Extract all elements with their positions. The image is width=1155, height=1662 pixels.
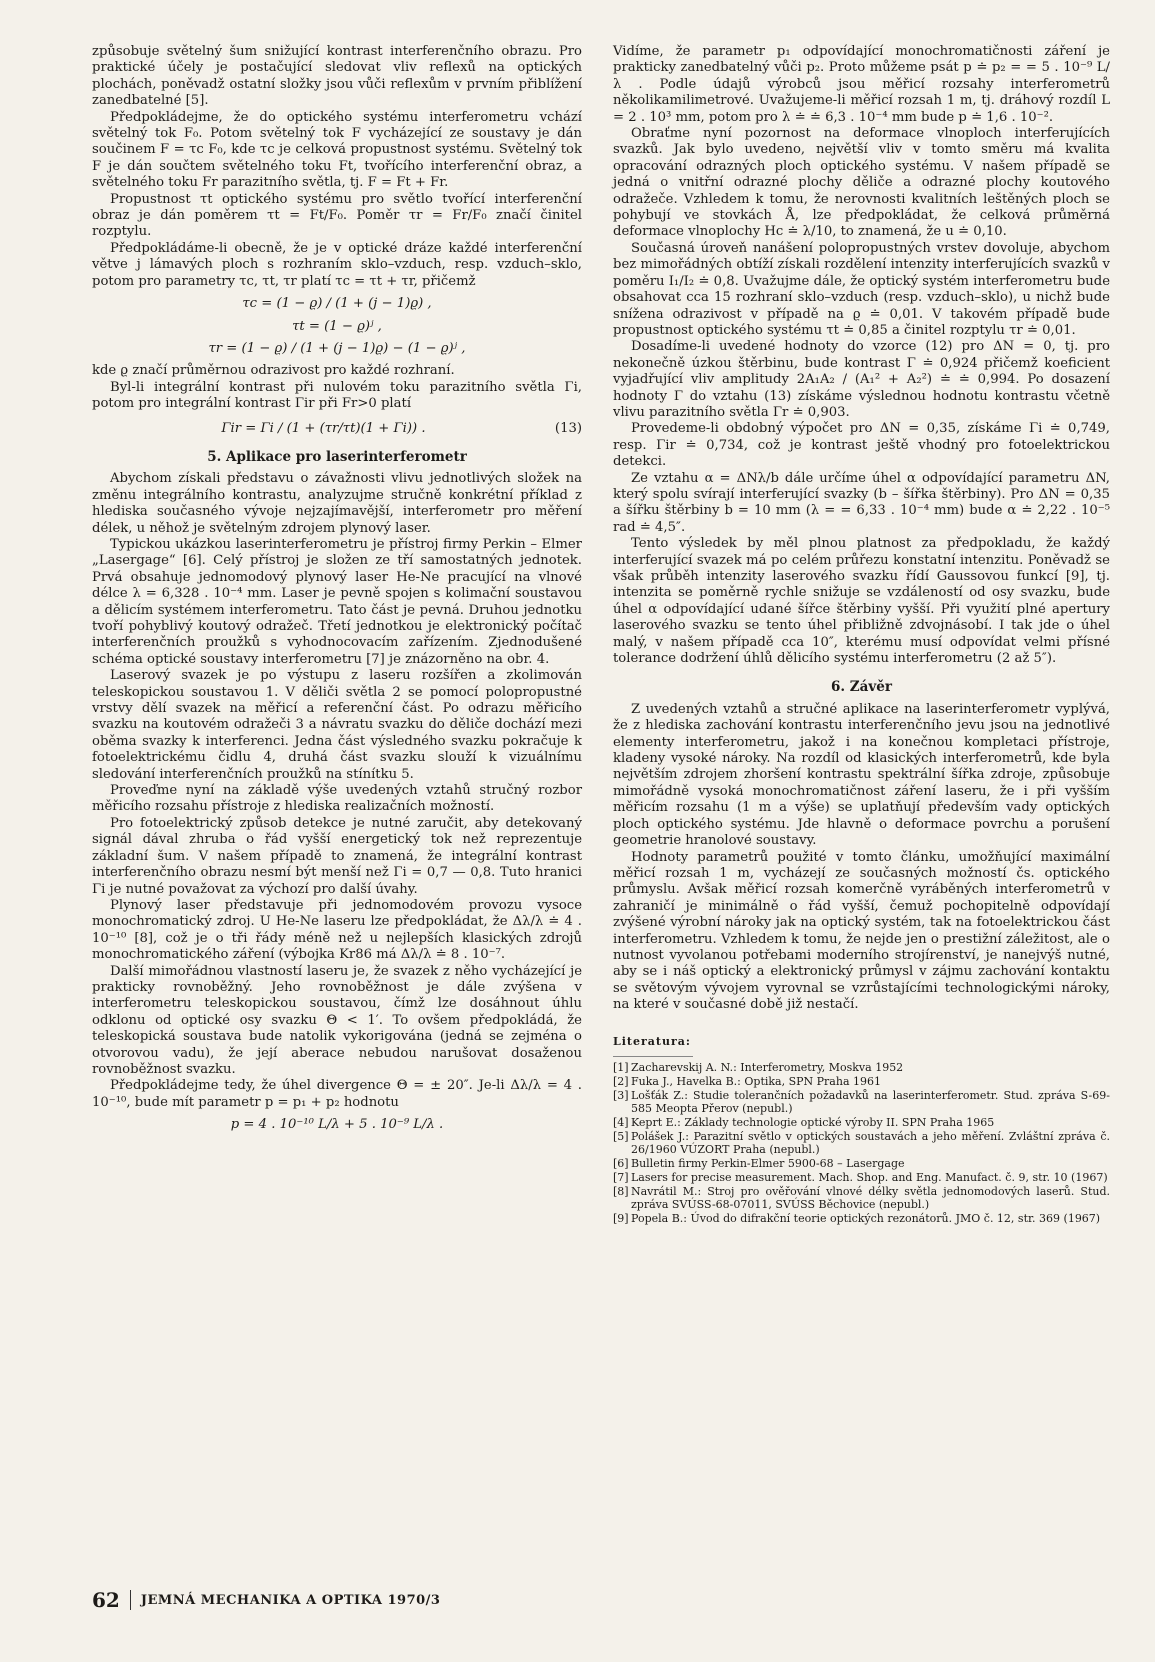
paragraph: Dosadíme-li uvedené hodnoty do vzorce (12) pro ΔN = 0, tj. pro nekonečně úzkou štěrbinu, bude kontrast Γ ≐ 0,924 přičemž koeficient vyjadřující vliv amplitudy 2A₁A₂ / (A₁² + A₂²) ≐ ≐ 0,994. Po dosazení hodnoty Γ do vztahu (13) získáme výslednou hodnotu kontrastu včetně vlivu parazitního světla Γr ≐ 0,903. xyxy=(613,339,1110,420)
paragraph: Z uvedených vztahů a stručné aplikace na laserinterferometr vyplývá, že z hlediska zachování kontrastu interferenčního jevu jsou na jednotlivé elementy interferometru, jakož i na konečnou kompletaci přístroje, kladeny vysoké nároky. Na rozdíl od klasických interferometrů, kde byla největším zdrojem zhoršení kontrastu spektrální šířka zdroje, způsobuje mimořádně vysoká monochromatičnost záření laseru, že i při vyšším měřicím rozsahu (1 m a výše) se uplatňují především vady optických ploch optického systému. Jde hlavně o deformace povrchu a porušení geometrie hranolové soustavy. xyxy=(613,701,1110,849)
paragraph: Proveďme nyní na základě výše uvedených vztahů stručný rozbor měřicího rozsahu přístroje z hlediska realizačních možností. xyxy=(92,783,582,815)
paragraph: Předpokládejme, že do optického systému interferometru vchází světelný tok F₀. Potom světelný tok F vycházející ze soustavy je dán součinem F = τc F₀, kde τc je celková propustnost systému. Světelný tok F je dán součtem světelného toku Ft, tvořícího interferenční obraz, a světelného toku Fr parazitního světla, tj. F = Ft + Fr. xyxy=(92,109,582,191)
equation-13 xyxy=(92,421,582,437)
paragraph: Další mimořádnou vlastností laseru je, že svazek z něho vycházející je prakticky rovnoběžný. Jeho rovnoběžnost je dále zvýšena v interferometru teleskopickou soustavou, čímž lze dosáhnout úhlu odklonu od optické osy svazku Θ < 1′. To ovšem předpokládá, že teleskopická soustava bude natolik vykorigována (jedná se zejména o otvorovou vadu), že její aberace nebudou narušovat dosaženou rovnoběžnost svazku. xyxy=(92,963,582,1077)
reference-item: [5] Polášek J.: Parazitní světlo v optických soustavách a jeho měření. Zvláštní zpráva č. 26/1960 VÚZORT Praha (nepubl.) xyxy=(613,1129,1110,1156)
equation-number: (13) xyxy=(554,420,582,436)
reference-list xyxy=(613,1061,1110,1225)
paragraph: kde ϱ značí průměrnou odrazivost pro každé rozhraní. xyxy=(92,363,455,379)
section-heading-5: 5. Aplikace pro laserinterferometr xyxy=(207,448,467,465)
paragraph: Provedeme-li obdobný výpočet pro ΔN = 0,35, získáme Γi ≐ 0,749, resp. Γir ≐ 0,734, což je kontrast ještě vhodný pro fotoelektrickou detekci. xyxy=(613,421,1110,470)
right-column xyxy=(613,44,1110,1226)
paragraph: Typickou ukázkou laserinterferometru je přístroj firmy Perkin – Elmer „Lasergage“ [6]. Celý přístroj je složen ze tří samostatných jednotek. Prvá obsahuje jednomodový plynový laser He-Ne pracující na vlnové délce λ = 6,328 . 10⁻⁴ mm. Laser je pevně spojen s kolimační soustavou a dělicím systémem interferometru. Tato část je pevná. Druhou jednotku tvoří pohyblivý koutový odražeč. Třetí jednotkou je elektronický počítač interferenčních proužků s vyhodnocovacím zařízením. Zjednodušené schéma optické soustavy interferometru [7] je znázorněno na obr. 4. xyxy=(92,536,582,667)
paragraph: Tento výsledek by měl plnou platnost za předpokladu, že každý interferující svazek má po celém průřezu konstatní intenzitu. Poněvadž se však průběh intenzity laserového svazku řídí Gaussovou funkcí [9], tj. intenzita se poměrně rychle snižuje se vzdáleností od osy svazku, bude úhel α odpovídající udané šířce štěrbiny vyšší. Při využití plné apertury laserového svazku se tento úhel přibližně zdvojnásobí. I tak jde o úhel malý, v našem případě cca 10″, kterému musí odpovídat velmi přísné tolerance dodržení úhlů dělicího systému interferometru (2 až 5″). xyxy=(613,536,1110,667)
paragraph: Ze vztahu α = ΔNλ/b dále určíme úhel α odpovídající parametru ΔN, který spolu svírají interferující svazky (b – šířka štěrbiny). Pro ΔN = 0,35 a šířku štěrbiny b = 10 mm (λ = = 6,33 . 10⁻⁴ mm) bude α ≐ 2,22 . 10⁻⁵ rad ≐ 4,5″. xyxy=(613,470,1110,535)
reference-item: [1] Zacharevskij A. N.: Interferometry, Moskva 1952 xyxy=(613,1060,904,1074)
reference-item: [2] Fuka J., Havelka B.: Optika, SPN Praha 1961 xyxy=(613,1074,882,1088)
footer-divider xyxy=(130,1590,131,1610)
equation-tau-c: τc = (1 − ϱ) / (1 + (j − 1)ϱ) , xyxy=(242,296,432,312)
reference-item: [4] Keprt E.: Základy technologie optické výroby II. SPN Praha 1965 xyxy=(613,1115,995,1129)
paragraph: Vidíme, že parametr p₁ odpovídající monochromatičnosti záření je prakticky zanedbatelný vůči p₂. Proto můžeme psát p ≐ p₂ = = 5 . 10⁻⁹ L/λ . Podle údajů výrobců jsou měřicí rozsahy interferometrů několikamilimetrové. Uvažujeme-li měřicí rozsah 1 m, tj. dráhový rozdíl L = 2 . 10³ mm, potom pro λ ≐ ≐ 6,3 . 10⁻⁴ mm bude p ≐ 1,6 . 10⁻². xyxy=(613,44,1110,125)
paragraph: Současná úroveň nanášení polopropustných vrstev dovoluje, abychom bez mimořádných obtíží získali rozdělení intenzity interferujících svazků v poměru I₁/I₂ ≐ 0,8. Uvažujme dále, že optický systém interferometru bude obsahovat cca 15 rozhraní sklo–vzduch (resp. vzduch–sklo), u nichž bude snížena odrazivost v případě na ϱ ≐ 0,01. V takovém případě bude propustnost optického systému τt ≐ 0,85 a činitel rozptylu τr ≐ 0,01. xyxy=(613,240,1110,338)
equation-tau-t: τt = (1 − ϱ)ʲ , xyxy=(292,318,382,334)
reference-item: [9] Popela B.: Úvod do difrakční teorie optických rezonátorů. JMO č. 12, str. 369 (1967) xyxy=(613,1211,1101,1225)
paragraph: Abychom získali představu o závažnosti vlivu jednotlivých složek na změnu integrálního kontrastu, analyzujme stručně konkrétní příklad z hlediska současného vývoje nejzajímavější, interferometr pro měření délek, u něhož je světelným zdrojem plynový laser. xyxy=(92,471,582,536)
reference-item: [3] Lošťák Z.: Studie tolerančních požadavků na laserinterferometr. Stud. zpráva S-69-585 Meopta Přerov (nepubl.) xyxy=(613,1088,1110,1115)
equation-tau-r: τr = (1 − ϱ) / (1 + (j − 1)ϱ) − (1 − ϱ)ʲ , xyxy=(208,340,466,356)
reference-item: [7] Lasers for precise measurement. Mach. Shop. and Eng. Manufact. č. 9, str. 10 (1967) xyxy=(613,1170,1108,1184)
paragraph: způsobuje světelný šum snižující kontrast interferenčního obrazu. Pro praktické účely je postačující sledovat vliv reflexů na optických plochách, poněvadž ostatní složky jsou vůči reflexům v prvním přiblížení zanedbatelné [5]. xyxy=(92,44,582,109)
paragraph: Obraťme nyní pozornost na deformace vlnoploch interferujících svazků. Jak bylo uvedeno, největší vliv v tomto směru má kvalita opracování odrazných ploch optického systému. V našem případě se jedná o vnitřní odrazné plochy děliče a odrazné plochy koutového odražeče. Vzhledem k tomu, že nerovnosti kvalitních leštěných ploch se pohybují ve stovkách Å, lze předpokládat, že celková průměrná deformace vlnoplochy Hc ≐ λ/10, to znamená, že u ≐ 0,10. xyxy=(613,126,1110,240)
reference-item: [8] Navrátil M.: Stroj pro ověřování vlnové délky světla jednomodových laserů. Stud. zpráva SVÚSS-68-07011, SVÚSS Běchovice (nepubl.) xyxy=(613,1184,1110,1211)
paragraph: Předpokládáme-li obecně, že je v optické dráze každé interferenční větve j lámavých ploch s rozhraním sklo–vzduch, resp. vzduch–sklo, potom pro parametry τc, τt, τr platí τc = τt + τr, přičemž xyxy=(92,240,582,289)
left-column xyxy=(92,44,582,1140)
paragraph: Pro fotoelektrický způsob detekce je nutné zaručit, aby detekovaný signál dával zhruba o řád vyšší energetický tok než reprezentuje základní šum. V našem případě to znamená, že integrální kontrast interferenčního obrazu nesmí být menší než Γi = 0,7 — 0,8. Tuto hranici Γi je nutné považovat za výchozí pro další úvahy. xyxy=(92,815,582,897)
reference-item: [6] Bulletin firmy Perkin-Elmer 5900-68 – Lasergage xyxy=(613,1156,905,1170)
section-heading-6: 6. Závěr xyxy=(831,679,892,696)
page-number: 62 xyxy=(92,1588,120,1612)
paragraph: Byl-li integrální kontrast při nulovém toku parazitního světla Γi, potom pro integrální kontrast Γir při Fr>0 platí xyxy=(92,379,582,412)
journal-title: JEMNÁ MECHANIKA A OPTIKA 1970/3 xyxy=(140,1592,441,1608)
paragraph: Laserový svazek je po výstupu z laseru rozšířen a zkolimován teleskopickou soustavou 1. V děliči světla 2 se pomocí polopropustné vrstvy dělí svazek na měřicí a referenční část. Po odrazu měřicího svazku na koutovém odražeči 3 a návratu svazku do děliče dochází mezi oběma svazky k interferenci. Jedna část výsledného svazku pokračuje k fotoelektrickému čidlu 4, druhá část svazku slouží k vizuálnímu sledování interferenčních proužků na stínítku 5. xyxy=(92,668,582,782)
divider xyxy=(613,1056,693,1057)
references-title: Literatura: xyxy=(613,1034,691,1048)
paragraph: Hodnoty parametrů použité v tomto článku, umožňující maximální měřicí rozsah 1 m, vycházejí ze současných možností čs. optického průmyslu. Avšak měřicí rozsah komerčně vyráběných interferometrů v zahraničí je minimálně o řád vyšší, čemuž pochopitelně odpovídají zvýšené výrobní nároky jak na optický systém, tak na fotoelektrickou část interferometru. Vzhledem k tomu, že nejde jen o prestižní záležitost, ale o nutnost vyvolanou potřebami moderního strojírenství, je nanejvýš nutné, aby se i náš optický a elektronický průmysl v zájmu zachování kontaktu se světovým vývojem vyrovnal se vzrůstajícími technologickými nároky, na které v současné době již nestačí. xyxy=(613,849,1110,1013)
page-footer xyxy=(92,1588,440,1612)
paragraph: Předpokládejme tedy, že úhel divergence Θ = ± 20″. Je-li Δλ/λ = 4 . 10⁻¹⁰, bude mít parametr p = p₁ + p₂ hodnotu xyxy=(92,1078,582,1110)
equation-p: p = 4 . 10⁻¹⁰ L/λ + 5 . 10⁻⁹ L/λ . xyxy=(230,1117,444,1133)
paragraph: Plynový laser představuje při jednomodovém provozu vysoce monochromatický zdroj. U He-Ne laseru lze předpokládat, že Δλ/λ ≐ 4 . 10⁻¹⁰ [8], což je o tři řády méně než u nejlepších klasických zdrojů monochromatického záření (výbojka Kr86 má Δλ/λ ≐ 8 . 10⁻⁷. xyxy=(92,897,582,963)
equation-13-body: Γir = Γi / (1 + (τr/τt)(1 + Γi)) . xyxy=(221,420,426,436)
paragraph: Propustnost τt optického systému pro světlo tvořící interferenční obraz je dán poměrem τt = Ft/F₀. Poměr τr = Fr/F₀ značí činitel rozptylu. xyxy=(92,191,582,240)
